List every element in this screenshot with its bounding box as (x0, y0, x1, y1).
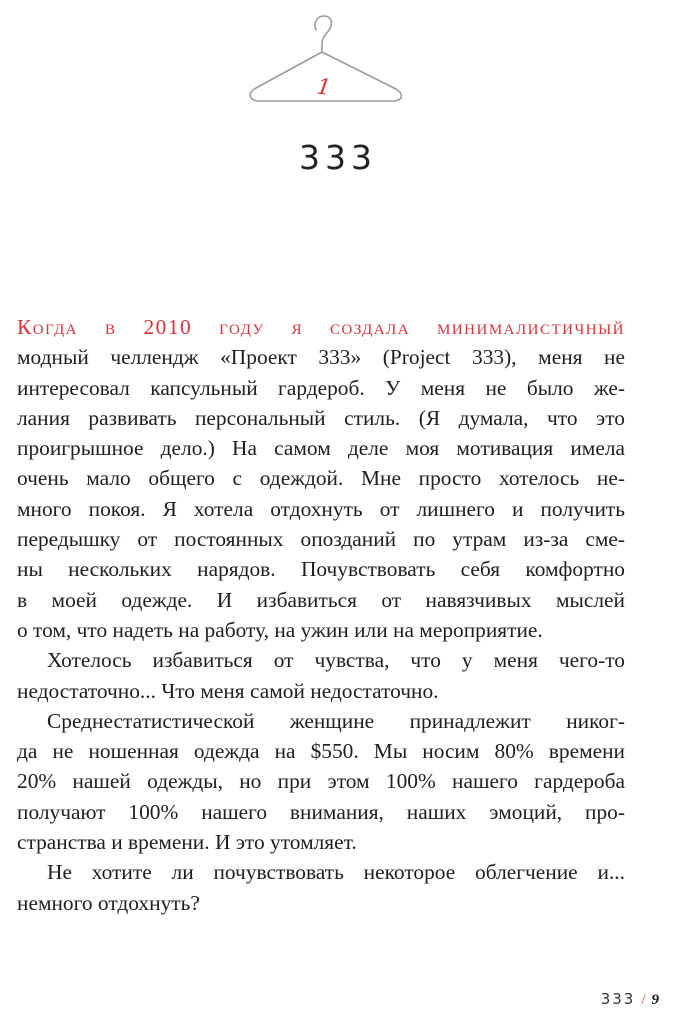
footer-separator: / (641, 992, 646, 1008)
running-title: 333 (600, 990, 636, 1008)
text-line: недостаточно... Что меня самой недостаточно. (17, 678, 439, 703)
text-line: много покоя. Я хотела отдохнуть от лишнего и получить (17, 496, 625, 521)
page-number: 9 (651, 992, 659, 1008)
text-line: Среднестатистической женщине принадлежит никог- (47, 708, 625, 733)
text-line: Не хотите ли почувствовать некоторое облегчение и... (47, 860, 625, 885)
text-line: 20% нашей одежды, но при этом 100% нашего гардероба (17, 769, 625, 794)
hanger-illustration (238, 8, 406, 108)
text-line: получают 100% нашего внимания, наших эмоций, про- (17, 799, 625, 824)
text-line: Хотелось избавиться от чувства, что у меня чего-то (47, 648, 625, 673)
text-line: в моей одежде. И избавиться от навязчивых мыслей (17, 587, 625, 612)
text-line: интересовал капсульный гардероб. У меня не было же- (17, 375, 625, 400)
page-footer (601, 990, 659, 1009)
text-line: лания развивать персональный стиль. (Я думала, что это (17, 405, 625, 430)
text-line: ны нескольких нарядов. Почувствовать себя комфортно (17, 557, 625, 582)
chapter-number: 1 (315, 74, 333, 102)
text-line: да не ношенная одежда на $550. Мы носим 80% времени (17, 739, 625, 764)
text-line: странства и времени. И это утомляет. (17, 830, 357, 855)
lead-line: Когда в 2010 году я создала минималистичный (17, 315, 625, 339)
text-line: немного отдохнуть? (17, 890, 200, 915)
text-line: модный челлендж «Проект 333» (Project 333), меня не (17, 345, 625, 370)
body-text (17, 312, 625, 918)
text-line: передышку от постоянных опозданий по утрам из-за сме- (17, 527, 625, 552)
text-line: о том, что надеть на работу, на ужин или на мероприятие. (17, 617, 543, 642)
text-line: проигрышное дело.) На самом деле моя мотивация имела (17, 436, 625, 461)
text-line: очень мало общего с одеждой. Мне просто хотелось не- (17, 466, 625, 491)
chapter-title: 333 (299, 138, 377, 177)
